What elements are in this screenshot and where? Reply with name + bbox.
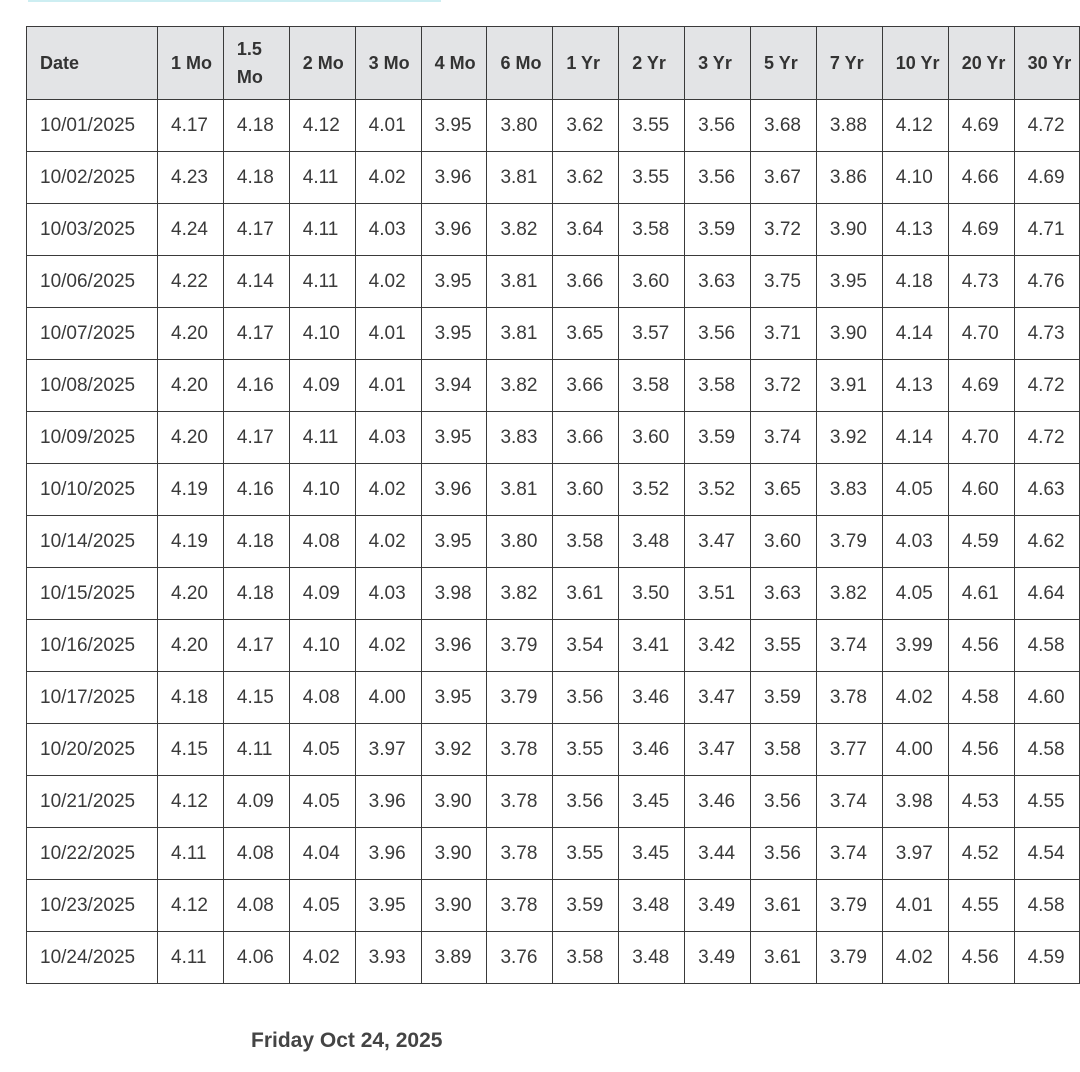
rate-cell: 4.62: [1014, 516, 1080, 568]
table-row: [27, 932, 1080, 984]
rate-cell: 3.67: [751, 152, 817, 204]
rate-cell: 4.00: [882, 724, 948, 776]
rate-cell: 4.08: [223, 828, 289, 880]
rate-cell: 4.05: [289, 724, 355, 776]
rate-cell: 4.59: [948, 516, 1014, 568]
rate-cell: 4.11: [289, 412, 355, 464]
rate-cell: 4.70: [948, 308, 1014, 360]
table-header-row: [27, 27, 1080, 100]
rate-cell: 4.16: [223, 360, 289, 412]
column-header-3-mo: 3 Mo: [355, 27, 421, 100]
rate-cell: 3.90: [421, 776, 487, 828]
rate-cell: 3.45: [619, 828, 685, 880]
rate-cell: 4.11: [289, 204, 355, 256]
rate-cell: 3.92: [421, 724, 487, 776]
rate-cell: 3.83: [487, 412, 553, 464]
rate-cell: 3.47: [685, 516, 751, 568]
table-row: [27, 360, 1080, 412]
rate-cell: 4.12: [158, 880, 224, 932]
rate-cell: 4.55: [948, 880, 1014, 932]
rate-cell: 4.17: [223, 412, 289, 464]
date-cell: 10/15/2025: [27, 568, 158, 620]
rate-cell: 3.78: [816, 672, 882, 724]
rate-cell: 4.14: [882, 308, 948, 360]
table-row: [27, 880, 1080, 932]
column-header-30-yr: 30 Yr: [1014, 27, 1080, 100]
rate-cell: 4.02: [289, 932, 355, 984]
rate-cell: 4.04: [289, 828, 355, 880]
rate-cell: 3.59: [685, 412, 751, 464]
rate-cell: 3.92: [816, 412, 882, 464]
rate-cell: 4.24: [158, 204, 224, 256]
rate-cell: 4.12: [289, 100, 355, 152]
footer-date-label: Friday Oct 24, 2025: [251, 1029, 443, 1052]
rate-cell: 3.82: [816, 568, 882, 620]
rate-cell: 3.78: [487, 776, 553, 828]
rate-cell: 4.03: [882, 516, 948, 568]
rate-cell: 4.72: [1014, 360, 1080, 412]
rate-cell: 3.46: [685, 776, 751, 828]
rate-cell: 4.64: [1014, 568, 1080, 620]
rate-cell: 3.42: [685, 620, 751, 672]
rate-cell: 4.02: [882, 932, 948, 984]
rate-cell: 3.78: [487, 880, 553, 932]
rate-cell: 4.01: [355, 308, 421, 360]
rate-cell: 3.93: [355, 932, 421, 984]
date-cell: 10/02/2025: [27, 152, 158, 204]
table-row: [27, 724, 1080, 776]
rate-cell: 4.55: [1014, 776, 1080, 828]
rate-cell: 3.65: [751, 464, 817, 516]
column-header-1-5-mo: 1.5 Mo: [223, 27, 289, 100]
rate-cell: 3.91: [816, 360, 882, 412]
rate-cell: 4.69: [1014, 152, 1080, 204]
rate-cell: 4.19: [158, 464, 224, 516]
table-body: [27, 100, 1080, 984]
rate-cell: 4.19: [158, 516, 224, 568]
rate-cell: 3.78: [487, 724, 553, 776]
rate-cell: 3.56: [751, 776, 817, 828]
rate-cell: 3.55: [619, 152, 685, 204]
rate-cell: 3.88: [816, 100, 882, 152]
rate-cell: 4.14: [882, 412, 948, 464]
rate-cell: 3.58: [619, 360, 685, 412]
rate-cell: 3.52: [619, 464, 685, 516]
rate-cell: 3.56: [553, 776, 619, 828]
date-cell: 10/06/2025: [27, 256, 158, 308]
rate-cell: 4.71: [1014, 204, 1080, 256]
rate-cell: 4.16: [223, 464, 289, 516]
column-header-1-mo: 1 Mo: [158, 27, 224, 100]
rate-cell: 4.18: [223, 152, 289, 204]
rate-cell: 3.52: [685, 464, 751, 516]
table-row: [27, 308, 1080, 360]
rate-cell: 3.46: [619, 724, 685, 776]
date-cell: 10/20/2025: [27, 724, 158, 776]
rate-cell: 3.62: [553, 152, 619, 204]
rate-cell: 4.58: [1014, 724, 1080, 776]
rate-cell: 3.82: [487, 568, 553, 620]
rate-cell: 3.68: [751, 100, 817, 152]
rate-cell: 3.86: [816, 152, 882, 204]
rate-cell: 3.64: [553, 204, 619, 256]
rate-cell: 3.72: [751, 204, 817, 256]
rate-cell: 3.48: [619, 880, 685, 932]
column-header-date: Date: [27, 27, 158, 100]
date-cell: 10/09/2025: [27, 412, 158, 464]
rate-cell: 3.95: [421, 308, 487, 360]
table-row: [27, 464, 1080, 516]
rate-cell: 3.95: [421, 100, 487, 152]
rate-cell: 3.98: [882, 776, 948, 828]
rate-cell: 3.74: [816, 776, 882, 828]
rate-cell: 4.13: [882, 360, 948, 412]
rate-cell: 4.60: [948, 464, 1014, 516]
table-row: [27, 672, 1080, 724]
rate-cell: 3.49: [685, 932, 751, 984]
rate-cell: 3.60: [751, 516, 817, 568]
rate-cell: 3.50: [619, 568, 685, 620]
rate-cell: 4.17: [223, 204, 289, 256]
rate-cell: 3.99: [882, 620, 948, 672]
rate-cell: 4.05: [289, 880, 355, 932]
treasury-rates-table: [26, 26, 1080, 984]
rate-cell: 3.57: [619, 308, 685, 360]
rate-cell: 3.96: [421, 464, 487, 516]
rate-cell: 4.10: [289, 308, 355, 360]
column-header-3-yr: 3 Yr: [685, 27, 751, 100]
rate-cell: 4.08: [289, 672, 355, 724]
rate-cell: 3.62: [553, 100, 619, 152]
rate-cell: 3.94: [421, 360, 487, 412]
rate-cell: 3.63: [751, 568, 817, 620]
rate-cell: 3.55: [751, 620, 817, 672]
rate-cell: 4.53: [948, 776, 1014, 828]
rate-cell: 4.23: [158, 152, 224, 204]
rate-cell: 3.60: [553, 464, 619, 516]
rate-cell: 4.76: [1014, 256, 1080, 308]
rate-cell: 4.72: [1014, 412, 1080, 464]
rate-cell: 4.11: [289, 152, 355, 204]
rate-cell: 3.47: [685, 724, 751, 776]
column-header-2-mo: 2 Mo: [289, 27, 355, 100]
rate-cell: 3.63: [685, 256, 751, 308]
rate-cell: 3.45: [619, 776, 685, 828]
rate-cell: 3.58: [619, 204, 685, 256]
rate-cell: 4.11: [158, 932, 224, 984]
rate-cell: 4.15: [158, 724, 224, 776]
rate-cell: 4.01: [355, 360, 421, 412]
rate-cell: 3.46: [619, 672, 685, 724]
rate-cell: 3.98: [421, 568, 487, 620]
rate-cell: 3.58: [751, 724, 817, 776]
rate-cell: 4.18: [223, 568, 289, 620]
rate-cell: 3.55: [553, 724, 619, 776]
rate-cell: 3.97: [882, 828, 948, 880]
rate-cell: 3.58: [553, 932, 619, 984]
rate-cell: 4.17: [223, 620, 289, 672]
rate-cell: 3.58: [685, 360, 751, 412]
rate-cell: 4.10: [882, 152, 948, 204]
rate-cell: 3.71: [751, 308, 817, 360]
rate-cell: 3.81: [487, 256, 553, 308]
rate-cell: 4.15: [223, 672, 289, 724]
rate-cell: 4.11: [289, 256, 355, 308]
rate-cell: 3.90: [421, 880, 487, 932]
rate-cell: 3.66: [553, 360, 619, 412]
rate-cell: 3.48: [619, 932, 685, 984]
rate-cell: 3.79: [487, 672, 553, 724]
column-header-1-yr: 1 Yr: [553, 27, 619, 100]
rate-cell: 4.73: [1014, 308, 1080, 360]
rate-cell: 3.95: [421, 516, 487, 568]
rate-cell: 4.22: [158, 256, 224, 308]
rate-cell: 4.05: [882, 568, 948, 620]
rate-cell: 4.05: [882, 464, 948, 516]
rate-cell: 3.95: [421, 256, 487, 308]
rate-cell: 3.96: [421, 204, 487, 256]
rate-cell: 3.47: [685, 672, 751, 724]
rate-cell: 4.66: [948, 152, 1014, 204]
rate-cell: 3.61: [751, 880, 817, 932]
rate-cell: 3.56: [553, 672, 619, 724]
table-row: [27, 412, 1080, 464]
rate-cell: 4.09: [289, 360, 355, 412]
date-cell: 10/01/2025: [27, 100, 158, 152]
rate-cell: 4.18: [158, 672, 224, 724]
rate-cell: 4.69: [948, 100, 1014, 152]
rate-cell: 4.56: [948, 932, 1014, 984]
rate-cell: 4.08: [223, 880, 289, 932]
rate-cell: 4.12: [158, 776, 224, 828]
rate-cell: 3.65: [553, 308, 619, 360]
top-accent-line: [28, 0, 441, 2]
date-cell: 10/03/2025: [27, 204, 158, 256]
rate-cell: 3.61: [553, 568, 619, 620]
column-header-20-yr: 20 Yr: [948, 27, 1014, 100]
rate-cell: 4.12: [882, 100, 948, 152]
rate-cell: 4.10: [289, 464, 355, 516]
rate-cell: 4.02: [355, 464, 421, 516]
rate-cell: 3.61: [751, 932, 817, 984]
rate-cell: 3.55: [619, 100, 685, 152]
rate-cell: 4.11: [223, 724, 289, 776]
rate-cell: 4.10: [289, 620, 355, 672]
rate-cell: 4.02: [882, 672, 948, 724]
rate-cell: 4.58: [948, 672, 1014, 724]
rate-cell: 4.20: [158, 568, 224, 620]
date-cell: 10/22/2025: [27, 828, 158, 880]
rate-cell: 3.60: [619, 412, 685, 464]
rate-cell: 4.61: [948, 568, 1014, 620]
column-header-10-yr: 10 Yr: [882, 27, 948, 100]
rate-cell: 4.18: [223, 100, 289, 152]
rate-cell: 3.77: [816, 724, 882, 776]
rate-cell: 3.97: [355, 724, 421, 776]
rate-cell: 4.63: [1014, 464, 1080, 516]
rate-cell: 3.59: [553, 880, 619, 932]
rate-cell: 3.96: [355, 776, 421, 828]
rate-cell: 3.48: [619, 516, 685, 568]
rate-cell: 4.02: [355, 152, 421, 204]
rate-cell: 4.69: [948, 204, 1014, 256]
column-header-6-mo: 6 Mo: [487, 27, 553, 100]
rate-cell: 3.66: [553, 412, 619, 464]
rate-cell: 4.00: [355, 672, 421, 724]
rate-cell: 4.60: [1014, 672, 1080, 724]
rate-cell: 4.20: [158, 308, 224, 360]
table-row: [27, 516, 1080, 568]
rate-cell: 3.79: [816, 880, 882, 932]
rate-cell: 3.95: [421, 672, 487, 724]
date-cell: 10/07/2025: [27, 308, 158, 360]
rate-cell: 3.79: [487, 620, 553, 672]
date-cell: 10/24/2025: [27, 932, 158, 984]
rate-cell: 4.18: [882, 256, 948, 308]
rate-cell: 3.90: [421, 828, 487, 880]
rate-cell: 3.49: [685, 880, 751, 932]
rate-cell: 3.90: [816, 204, 882, 256]
rate-cell: 4.03: [355, 568, 421, 620]
rate-cell: 3.74: [816, 620, 882, 672]
rate-cell: 3.79: [816, 932, 882, 984]
rate-cell: 3.78: [487, 828, 553, 880]
rate-cell: 4.58: [1014, 880, 1080, 932]
rate-cell: 3.60: [619, 256, 685, 308]
rate-cell: 4.02: [355, 516, 421, 568]
rate-cell: 4.17: [223, 308, 289, 360]
rate-cell: 4.09: [223, 776, 289, 828]
rate-cell: 3.41: [619, 620, 685, 672]
column-header-2-yr: 2 Yr: [619, 27, 685, 100]
rate-cell: 3.56: [751, 828, 817, 880]
table-row: [27, 568, 1080, 620]
rate-cell: 3.95: [816, 256, 882, 308]
rate-cell: 4.13: [882, 204, 948, 256]
rate-cell: 4.70: [948, 412, 1014, 464]
rate-cell: 3.76: [487, 932, 553, 984]
rate-cell: 3.96: [421, 620, 487, 672]
rate-cell: 3.96: [355, 828, 421, 880]
date-cell: 10/23/2025: [27, 880, 158, 932]
rate-cell: 4.69: [948, 360, 1014, 412]
table-row: [27, 620, 1080, 672]
rate-cell: 3.82: [487, 360, 553, 412]
rate-cell: 3.59: [685, 204, 751, 256]
rate-cell: 3.55: [553, 828, 619, 880]
rate-cell: 3.90: [816, 308, 882, 360]
rate-cell: 3.66: [553, 256, 619, 308]
column-header-7-yr: 7 Yr: [816, 27, 882, 100]
rate-cell: 3.54: [553, 620, 619, 672]
date-cell: 10/08/2025: [27, 360, 158, 412]
date-cell: 10/16/2025: [27, 620, 158, 672]
rate-cell: 3.81: [487, 152, 553, 204]
column-header-4-mo: 4 Mo: [421, 27, 487, 100]
table-row: [27, 776, 1080, 828]
rate-cell: 3.95: [355, 880, 421, 932]
date-cell: 10/21/2025: [27, 776, 158, 828]
rate-cell: 4.02: [355, 620, 421, 672]
table-row: [27, 152, 1080, 204]
table-row: [27, 828, 1080, 880]
rate-cell: 4.03: [355, 412, 421, 464]
rate-cell: 3.79: [816, 516, 882, 568]
rate-cell: 3.56: [685, 152, 751, 204]
date-cell: 10/14/2025: [27, 516, 158, 568]
rate-cell: 4.52: [948, 828, 1014, 880]
rate-cell: 3.58: [553, 516, 619, 568]
rate-cell: 3.51: [685, 568, 751, 620]
rate-cell: 4.03: [355, 204, 421, 256]
rate-cell: 4.54: [1014, 828, 1080, 880]
rate-cell: 3.82: [487, 204, 553, 256]
rate-cell: 3.83: [816, 464, 882, 516]
rate-cell: 3.56: [685, 100, 751, 152]
rate-cell: 4.05: [289, 776, 355, 828]
rate-cell: 3.44: [685, 828, 751, 880]
rate-cell: 4.06: [223, 932, 289, 984]
rate-cell: 4.01: [882, 880, 948, 932]
rate-cell: 4.18: [223, 516, 289, 568]
rate-cell: 3.81: [487, 308, 553, 360]
table-row: [27, 100, 1080, 152]
rate-cell: 4.11: [158, 828, 224, 880]
table-row: [27, 256, 1080, 308]
rate-cell: 4.20: [158, 360, 224, 412]
rate-cell: 4.73: [948, 256, 1014, 308]
rate-cell: 4.72: [1014, 100, 1080, 152]
rate-cell: 3.56: [685, 308, 751, 360]
rate-cell: 3.81: [487, 464, 553, 516]
rate-cell: 3.96: [421, 152, 487, 204]
date-cell: 10/10/2025: [27, 464, 158, 516]
rate-cell: 3.75: [751, 256, 817, 308]
rate-cell: 4.20: [158, 620, 224, 672]
rate-cell: 3.74: [816, 828, 882, 880]
rate-cell: 3.89: [421, 932, 487, 984]
rate-cell: 4.02: [355, 256, 421, 308]
rate-cell: 4.56: [948, 724, 1014, 776]
rate-cell: 4.01: [355, 100, 421, 152]
rate-cell: 4.08: [289, 516, 355, 568]
column-header-5-yr: 5 Yr: [751, 27, 817, 100]
rate-cell: 4.14: [223, 256, 289, 308]
date-cell: 10/17/2025: [27, 672, 158, 724]
rate-cell: 3.72: [751, 360, 817, 412]
rate-cell: 4.58: [1014, 620, 1080, 672]
table-row: [27, 204, 1080, 256]
rate-cell: 3.80: [487, 100, 553, 152]
rate-cell: 3.80: [487, 516, 553, 568]
rate-cell: 4.17: [158, 100, 224, 152]
rate-cell: 3.95: [421, 412, 487, 464]
rate-cell: 4.20: [158, 412, 224, 464]
rate-cell: 4.59: [1014, 932, 1080, 984]
rate-cell: 3.59: [751, 672, 817, 724]
rate-cell: 4.56: [948, 620, 1014, 672]
rate-cell: 4.09: [289, 568, 355, 620]
rate-cell: 3.74: [751, 412, 817, 464]
